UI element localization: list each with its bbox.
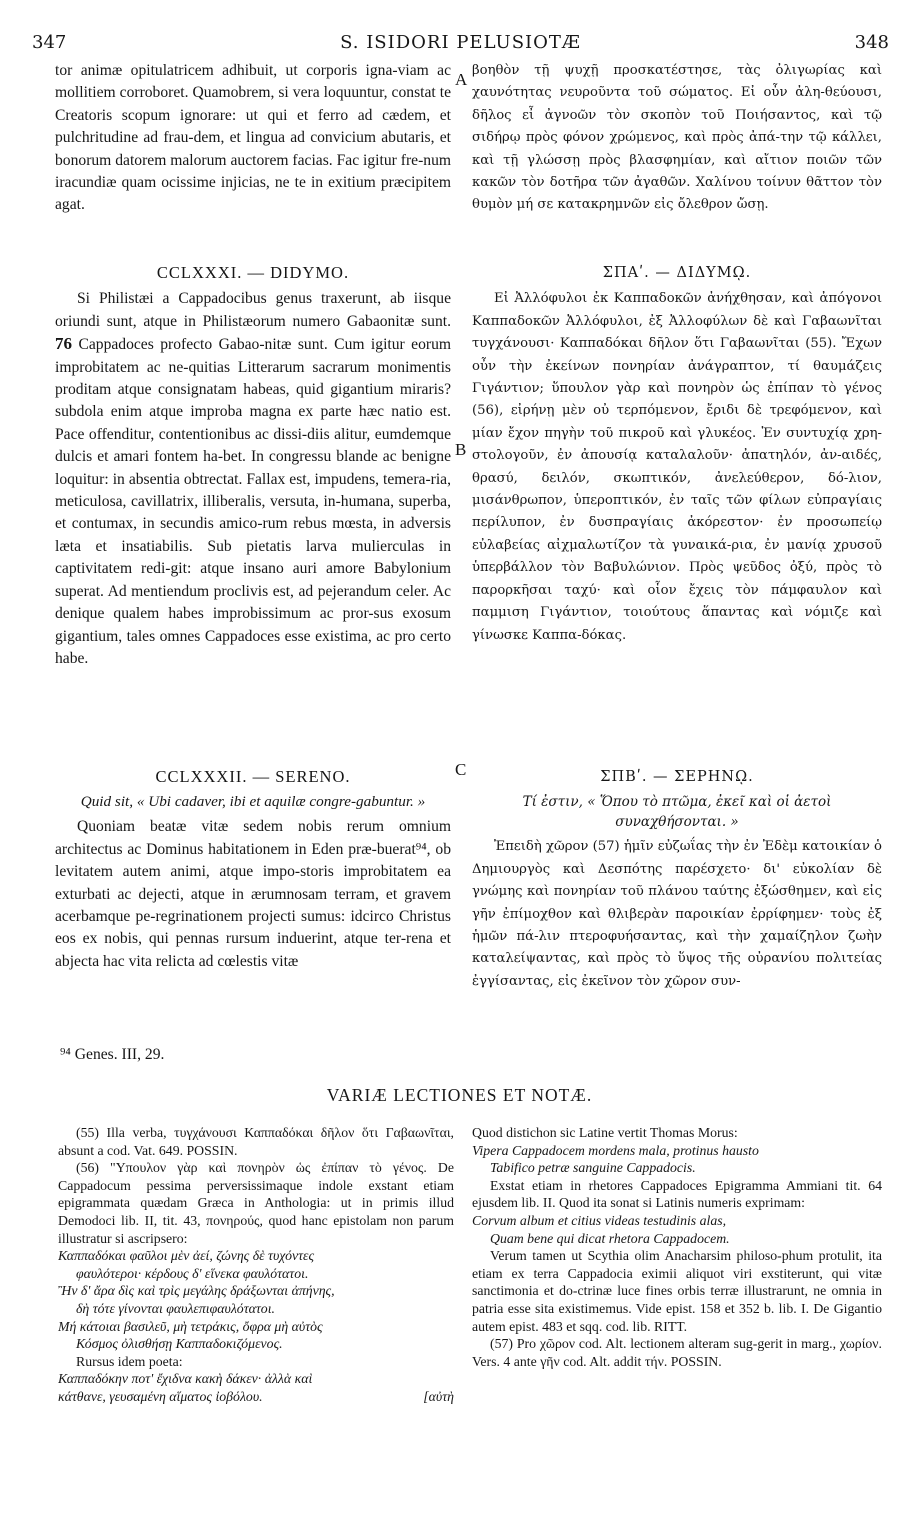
running-title: S. ISIDORI PELUSIOTÆ	[340, 32, 581, 53]
verse-line: δὴ τότε γίνονται φαυλεπιφαυλότατοι.	[76, 1300, 275, 1316]
greek-intro-text: βοηθὸν τῇ ψυχῇ προσκατέστησε, τὰς ὀλιγωρίας καὶ χαυνότητας νευροῦντα τοῦ σώματος. Εἰ οὖν ἀλη-θεύουσι, δῆλος εἶ ἀγνοῶν τὸν σκοπὸν τοῦ Ποιήσαντος, καὶ τῷ σιδήρῳ πρὸς φόνον χρώμενος, καὶ πρὸς ἀπά-την τῷ κάλλει, καὶ τῇ γλώσσῃ πρὸς βλασφημίαν, καὶ αἴτιον ποιῶν τῶν κακῶν τὸν δοτῆρα τῶν ἀγαθῶν. Χαλίνου τοίνυν θᾶττον τὸν θυμὸν μή σε κατακρημνῶν εἰς ὄλεθρον ὤσῃ.	[472, 63, 882, 213]
greek-epistle-281-title: ΣΠΑʹ. — ΔΙΔΥΜῼ.	[602, 265, 752, 281]
note-paragraph: Verum tamen ut Scythia olim Anacharsim philoso-phum protulit, ita etiam ex terra Cappadocia eximii aliquot viri exstiterunt, qui vitæ sanctimonia et do-ctrinæ luce fines orbis terræ illustrarunt, ne omnia in patria esse sita existimemus. Vide epist. 158 et 352 b. lib. I. De Gigantio autem epist. 483 et sqq. cod. lib. RITT.	[472, 1248, 882, 1334]
latin-epistle-282-subtitle: Quid sit, « Ubi cadaver, ibi et aquilæ congre-gabuntur. »	[80, 793, 426, 811]
note-57: (57) Pro χῶρον cod. Alt. lectionem alteram sug-gerit in marg., χωρίον. Vers. 4 ante γῆν cod. Alt. addit τήν. POSSIN.	[472, 1336, 882, 1369]
latin-epistle-282	[55, 762, 451, 1024]
verse-line	[58, 1388, 454, 1406]
latin-epistle-281-title: CCLXXXI. — DIDYMO.	[156, 263, 350, 282]
page-number-left: 347	[32, 32, 67, 53]
greek-epistle-281-text: Εἰ Ἀλλόφυλοι ἐκ Καππαδοκῶν ἀνήχθησαν, καὶ ἀπόγονοι Καππαδοκῶν Ἀλλόφυλοι, ἐξ Ἀλλοφύλων δὲ καὶ Γαβαωνῖται τυγχάνουσι· Καππαδόκαι δῆλον ὅτι Γαβαωνῖται (55). Ἔχων οὖν τὴν ἐκείνων πονηρίαν ἀνάγραπτον, τί θαυμάζεις Γιγάντιον; ὕπουλον γὰρ καὶ πονηρὸν ὡς ἐπίπαν τὸ γένος (56), εἰρήνῃ μὲν οὐ τερπόμενον, ἔριδι δὲ τρεφόμενον, καὶ μίαν ἔχον πηγὴν τοῦ πικροῦ καὶ γλυκέος. Ἐν συντυχίᾳ χρη-στολογοῦν, ἐν ἀπουσίᾳ καταλαλοῦν· ἀπατηλόν, ἀν-αιδές, θρασύ, δειλόν, σκωπτικόν, ἀνελεύθερον, δό-λιον, μισάνθρωπον, ὑπεροπτικόν, ἐν ταῖς τῶν φίλων εὐπραγίαις περίλυπον, ἐν δυσπραγίαις ἀκόρεστον· ἐν προσωπείῳ εὐλαβείας αἰχμαλωτίζον τὰ γυναικά-ρια, ἐν μανίᾳ χρυσοῦ ὑπερβάλλον τὸν Βαβυλώνιον. Πρὸς ψεῦδος ὀξύ, πρὸς τὸ παρορκῆσαι ταχύ· καὶ οἷον ἔχεις τὸν πάμφαυλον καὶ παμμιση Γιγάντιον, τοιούτους ἅπαντας καὶ νόμιζε καὶ γίνωσκε Καππα-δόκας.	[472, 291, 882, 643]
margin-marker-b: B	[455, 440, 467, 459]
margin-marker-c: C	[455, 760, 467, 779]
note-paragraph: Exstat etiam in rhetores Cappadoces Epigramma Ammiani tit. 64 ejusdem lib. II. Quod ita sonat si Latinis numeris exprimam:	[472, 1177, 882, 1211]
latin-epistle-281	[55, 258, 451, 758]
latin-epistle-281-text	[55, 288, 451, 670]
notes-left-column	[58, 1124, 454, 1464]
verse-text: κάτθανε, γευσαμένη αἵματος ἰοβόλου.	[58, 1388, 263, 1404]
verse-line: Tabifico petræ sanguine Cappadocis.	[490, 1160, 696, 1176]
latin-epistle-281-part2: Cappadoces profecto Gabao-nitæ sunt. Cum igitur eorum improbitatem ac ne-quitias Litterarum sacrarum monimentis proditam atque consignatam habeas, quid gigantium miraris? subdola enim atque improba magna ex parte hæc natio est. Pace offenditur, contentionibus ac dissi-diis alitur, eumdemque dulcis et amari fontem ha-bet. In congressu blande ac benigne loquitur: in absentia obtrectat. Fallax est, impudens, temera-ria, meticulosa, cavillatrix, illiberalis, versuta, in-humana, superba, et contumax, in secundis amico-rum rebus mœsta, in adversis læta et insatiabilis. Sub pietatis larva mulierculas in captivitatem redi-git: atque insano auri amore Babylonium superat. Ad mentiendum proclivis est, ad pejerandum celer. Ac denique qualem habes improbissimum ac pror-sus exosum gigantium, tales omnes Cappadoces esse existima, ac pro certo habe.	[55, 336, 451, 667]
greek-epistle-282-text: Ἐπειδὴ χῶρον (57) ἡμῖν εὐζωΐας τὴν ἐν Ἐδὲμ κατοικίαν ὁ Δημιουργὸς καὶ Δεσπότης παρέσχετο· δι' εὐκολίαν δὲ γνώμης καὶ πονηρίαν τοῦ πλάνου ταύτης ἐξώσθημεν, καὶ εἰς γῆν ἐπίμοχθον καὶ θλιβερὰν παροικίαν ἐρρίφημεν· τοὺς ἐξ ἡμῶν πά-λιν πτεροφυήσαντας, καὶ τὴν χαμαίζηλον ζωὴν καταλείψαντας, καὶ πρὸς τὸ ὕψος τῆς οὐρανίου πολιτείας ἐγγίσαντας, εἰς ἐκεῖνον τὸν χῶρον συν-	[472, 839, 882, 989]
note-paragraph: Quod distichon sic Latine vertit Thomas Morus:	[472, 1125, 738, 1140]
greek-epistle-281	[472, 258, 882, 758]
verse-line: Μή κάτοιαι βασιλεῦ, μὴ τετράκις, ὄφρα μὴ αὐτὸς	[58, 1318, 323, 1334]
verse-line: Καππαδόκαι φαῦλοι μὲν ἀεί, ζώνης δὲ τυχόντες	[58, 1248, 315, 1264]
verse-line: Vipera Cappadocem mordens mala, protinus hausto	[472, 1142, 759, 1158]
running-header	[32, 32, 889, 58]
latin-epistle-282-text: Quoniam beatæ vitæ sedem nobis rerum omnium architectus ac Dominus habitationem in Eden præ-buerat⁹⁴, ob levitatem autem animi, atque impo-storis improbitatem ea exturbati ac dejecti, atque in ærumnosam terram, et gravem acerbamque pe-regrinationem projecti sumus: idcirco Christus eos ex nobis, qui pennas rursum induerint, atque ter-rena et abjecta hac vita relicta ad cœlestis vitæ	[55, 818, 451, 970]
latin-intro-block	[55, 60, 451, 270]
latin-epistle-281-part1: Si Philistæi a Cappadocibus genus traxerunt, ab iisque oriundi sunt, atque in Philistæorum numero Gabaonitæ sunt.	[55, 290, 451, 330]
verse-line: Corvum album et citius videas testudinis alas,	[472, 1212, 727, 1228]
greek-epistle-282-subtitle: Τί ἐστιν, « Ὅπου τὸ πτῶμα, ἐκεῖ καὶ οἱ ἀετοὶ συναχθήσονται. »	[522, 794, 832, 831]
latin-epistle-282-title: CCLXXXII. — SERENO.	[155, 767, 351, 786]
verse-line: Καππαδόκην ποτ' ἔχιδνα κακὴ δάκεν· ἀλλὰ καὶ	[58, 1371, 313, 1387]
greek-intro-block	[472, 60, 882, 260]
verse-line: φαυλότεροι· κέρδους δ' εἵνεκα φαυλότατοι.	[76, 1265, 309, 1281]
verse-line: Quam bene qui dicat rhetora Cappadocem.	[490, 1230, 730, 1246]
footnote: ⁹⁴ Genes. III, 29.	[60, 1046, 165, 1063]
page-number-right: 348	[854, 32, 889, 53]
notes-right-column	[472, 1124, 882, 1464]
column-number-76: 76	[55, 334, 72, 354]
note-55: (55) Illa verba, τυγχάνουσι Καππαδόκαι δῆλον ὅτι Γαβαωνῖται, absunt a cod. Vat. 649. POSSIN.	[58, 1125, 454, 1158]
verse-line: Ἢν δ' ἄρα δὶς καὶ τρὶς μεγάλης δράξωνται ἀπήνης,	[58, 1283, 335, 1299]
note-rursus: Rursus idem poeta:	[76, 1353, 183, 1369]
verse-line: Κόσμος ὀλισθήσῃ Καππαδοκιζόμενος.	[76, 1336, 283, 1352]
margin-marker-a: A	[455, 70, 468, 89]
variae-lectiones-title: VARIÆ LECTIONES ET NOTÆ.	[326, 1085, 593, 1105]
greek-epistle-282-title: ΣΠΒʹ. — ΣΕΡΗΝῼ.	[600, 769, 754, 785]
note-56: (56) "Υπουλον γὰρ καὶ πονηρὸν ὡς ἐπίπαν τὸ γένος. De Cappadocum pessima perversissimaque indole exstant etiam epigrammata quædam Græca in Anthologia: ut in primis illud Demodoci lib. II, tit. 43, πονηρούς, quod hanc epistolam non parum illustratur si ascripsero:	[58, 1160, 454, 1246]
latin-intro-text: tor animæ opitulatricem adhibuit, ut corporis igna-viam ac mollitiem corroboret. Quamobrem, si vera loquuntur, constat te Creatoris scopum ignorare: ut qui et ferro ad cædem, et pulchritudine ad frau-dem, et lingua ad convicium abutaris, et bonorum datorem malorum auctorem facias. Fac igitur fre-num iracundiæ quam ocissime injicias, ne te in exitium præcipitem agat.	[55, 62, 451, 214]
greek-epistle-282	[472, 762, 882, 1024]
catchword: [αὐτὴ	[423, 1388, 454, 1404]
